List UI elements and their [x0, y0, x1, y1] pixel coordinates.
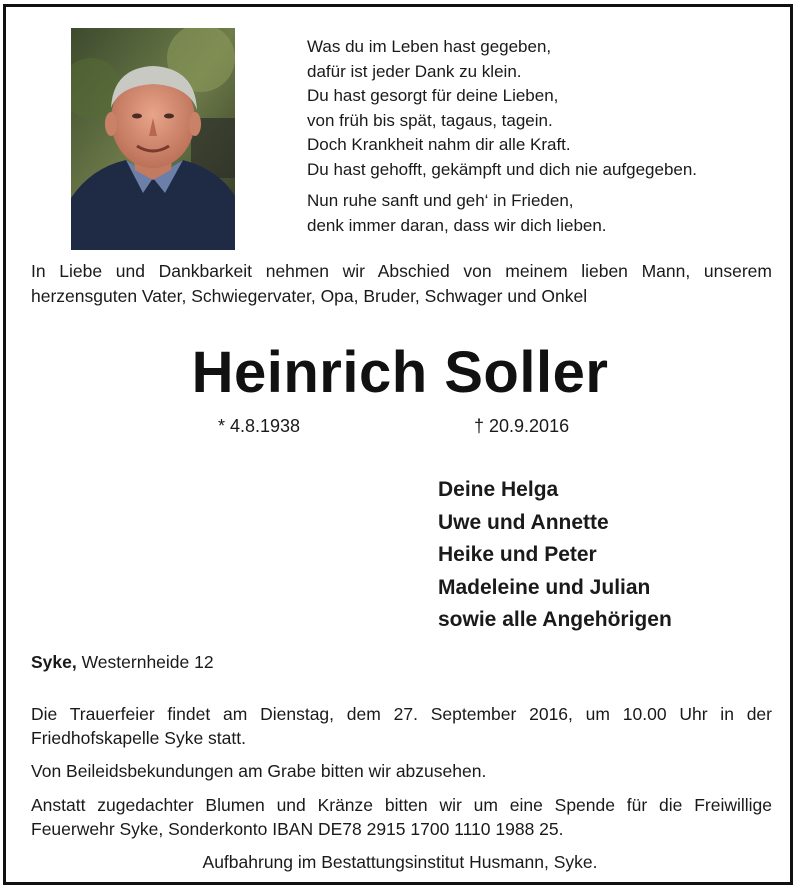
poem-line: von früh bis spät, tagaus, tagein. — [307, 110, 553, 130]
birth-date: * 4.8.1938 — [218, 416, 301, 436]
farewell-intro: In Liebe und Dankbarkeit nehmen wir Abschied von meinem lieben Mann, unserem herzensguten Vater, Schwiegervater, Opa, Bruder, Schwager und Onkel — [31, 261, 772, 306]
mourner-entry: Deine Helga — [438, 478, 559, 501]
mourner-entry: Heike und Peter — [438, 543, 597, 566]
death-date: † 20.9.2016 — [474, 416, 570, 436]
condolence-notice: Von Beileidsbekundungen am Grabe bitten wir abzusehen. — [31, 761, 487, 781]
family-address — [31, 652, 214, 673]
poem-line: Du hast gehofft, gekämpft und dich nie aufgegeben. — [307, 159, 698, 179]
poem-line: dafür ist jeder Dank zu klein. — [307, 61, 522, 81]
poem-line: denk immer daran, dass wir dich lieben. — [307, 215, 607, 235]
poem-line: Was du im Leben hast gegeben, — [307, 37, 552, 56]
poem-line: Du hast gesorgt für deine Lieben, — [307, 86, 559, 105]
service-notice: Die Trauerfeier findet am Dienstag, dem 27. September 2016, um 10.00 Uhr in der Friedhofskapelle Syke statt. — [31, 704, 772, 748]
address-city: Syke, — [31, 652, 77, 672]
poem-line: Nun ruhe sanft und geh‘ in Frieden, — [307, 191, 574, 210]
portrait-photo — [71, 28, 235, 250]
viewing-notice: Aufbahrung im Bestattungsinstitut Husmann, Syke. — [202, 852, 598, 872]
mourners-list — [438, 474, 672, 637]
address-street: Westernheide 12 — [81, 652, 214, 672]
mourner-entry: sowie alle Angehörigen — [438, 608, 672, 631]
memorial-poem — [307, 35, 697, 238]
deceased-name: Heinrich Soller — [191, 340, 609, 405]
mourner-entry: Uwe und Annette — [438, 510, 609, 534]
donation-notice: Anstatt zugedachter Blumen und Kränze bitten wir um eine Spende für die Freiwillige Feuerwehr Syke, Sonderkonto IBAN DE78 2915 1700 1110 1988 25. — [31, 795, 772, 839]
mourner-entry: Madeleine und Julian — [438, 575, 651, 599]
poem-line: Doch Krankheit nahm dir alle Kraft. — [307, 135, 571, 154]
